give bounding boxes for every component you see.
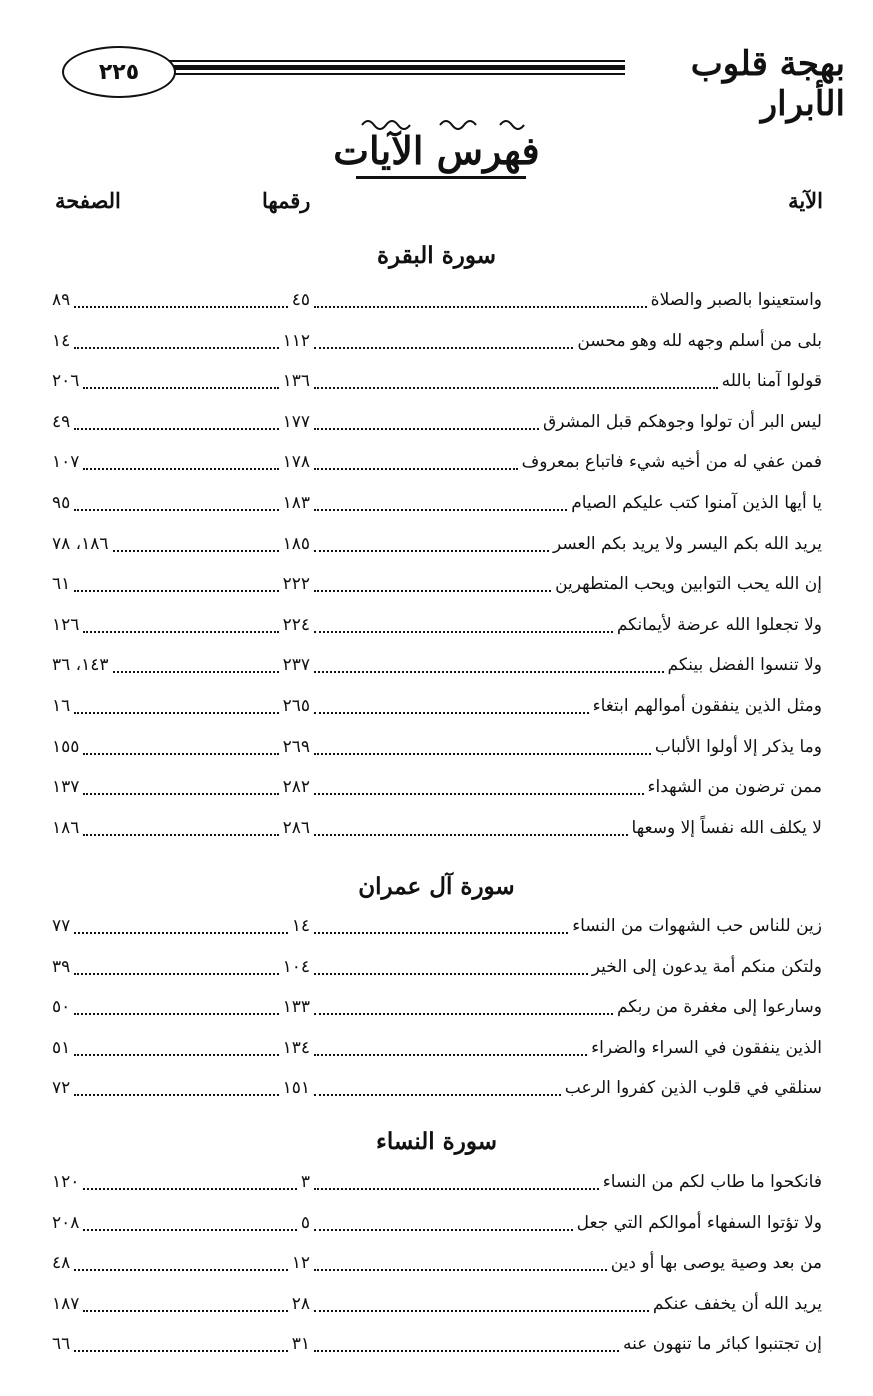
verse-number: ١٤ <box>291 916 310 936</box>
leader-dots <box>83 834 278 836</box>
verse-number: ١٧٨ <box>282 452 310 473</box>
verse-number: ٤٥ <box>291 290 310 310</box>
page-reference: ١٤٣، ٣٦ <box>52 655 109 676</box>
index-row <box>52 452 822 482</box>
verse-text: ولا تنسوا الفضل بينكم <box>667 655 822 676</box>
leader-dots <box>74 712 278 714</box>
page-reference: ٦٦ <box>52 1334 71 1355</box>
verse-number: ١٣٣ <box>282 997 310 1018</box>
verse-text: قولوا آمنا بالله <box>721 371 822 392</box>
leader-dots <box>314 671 664 673</box>
leader-dots <box>83 1229 296 1231</box>
leader-dots <box>314 1013 613 1015</box>
verse-number: ٢٦٥ <box>282 696 310 716</box>
verse-number: ١٥١ <box>282 1078 310 1099</box>
leader-dots <box>74 1094 278 1096</box>
surah-heading: سورة النساء <box>376 1128 497 1155</box>
leader-dots <box>314 590 551 592</box>
verse-text: ولا تؤتوا السفهاء أموالكم التي جعل <box>576 1212 822 1233</box>
leader-dots <box>314 834 628 836</box>
verse-text: ممن ترضون من الشهداء <box>647 777 822 798</box>
leader-dots <box>314 387 718 389</box>
index-row <box>52 1213 822 1243</box>
verse-text: بلى من أسلم وجهه لله وهو محسن <box>577 330 822 351</box>
index-row <box>52 957 822 987</box>
verse-text: يريد الله أن يخفف عنكم <box>652 1293 822 1314</box>
header-rule <box>160 60 625 80</box>
verse-text: وسارعوا إلى مغفرة من ربكم <box>616 997 822 1018</box>
index-row <box>52 493 822 523</box>
leader-dots <box>83 1188 296 1190</box>
verse-number: ٣ <box>300 1172 310 1192</box>
verse-number: ٢٣٧ <box>282 655 310 676</box>
page-reference: ٤٨ <box>52 1253 71 1274</box>
column-header-number: رقمها <box>262 188 311 213</box>
index-row <box>52 1172 822 1202</box>
verse-text: واستعينوا بالصبر والصلاة <box>650 290 822 310</box>
page-reference: ١٤ <box>52 330 71 351</box>
verse-number: ٢٨٢ <box>282 777 310 798</box>
verse-number: ١٣٦ <box>282 371 310 392</box>
leader-dots <box>314 428 539 430</box>
index-row <box>52 290 822 320</box>
leader-dots <box>314 631 613 633</box>
leader-dots <box>74 932 287 934</box>
verse-number: ١٠٤ <box>282 956 310 977</box>
index-row <box>52 655 822 685</box>
leader-dots <box>74 347 278 349</box>
verse-text: يا أيها الذين آمنوا كتب عليكم الصيام <box>571 493 822 513</box>
index-row <box>52 737 822 767</box>
index-row <box>52 534 822 564</box>
leader-dots <box>74 1350 287 1352</box>
verse-text: ومثل الذين ينفقون أموالهم ابتغاء <box>592 696 822 716</box>
leader-dots <box>83 631 278 633</box>
leader-dots <box>314 1269 607 1271</box>
page-reference: ١٢٠ <box>52 1172 80 1192</box>
leader-dots <box>314 468 518 470</box>
page-reference: ٥٠ <box>52 997 71 1018</box>
leader-dots <box>314 1094 561 1096</box>
verse-text: إن الله يحب التوابين ويحب المتطهرين <box>555 574 822 595</box>
page-number-oval <box>62 46 176 98</box>
leader-dots <box>74 306 287 308</box>
verse-number: ٣١ <box>291 1334 310 1355</box>
leader-dots <box>314 1188 599 1190</box>
column-header-page: الصفحة <box>55 188 121 213</box>
leader-dots <box>314 793 644 795</box>
verse-text: إن تجتنبوا كبائر ما تنهون عنه <box>623 1334 822 1355</box>
page-reference: ١٦ <box>52 696 71 716</box>
verse-text: ولتكن منكم أمة يدعون إلى الخير <box>591 956 822 977</box>
running-title: بهجة قلوب الأبرار <box>690 44 845 124</box>
page-reference: ١٨٦ <box>52 817 80 838</box>
verse-text: فانكحوا ما طاب لكم من النساء <box>602 1172 822 1192</box>
index-row <box>52 1038 822 1068</box>
verse-number: ١٨٥ <box>282 533 310 554</box>
index-row <box>52 331 822 361</box>
index-row <box>52 371 822 401</box>
surah-heading: سورة البقرة <box>376 242 497 269</box>
page-reference: ١٠٧ <box>52 452 80 473</box>
leader-dots <box>314 1350 619 1352</box>
leader-dots <box>314 712 589 714</box>
leader-dots <box>314 347 573 349</box>
leader-dots <box>83 1310 287 1312</box>
index-row <box>52 574 822 604</box>
leader-dots <box>113 550 279 552</box>
page-reference: ٢٠٦ <box>52 371 80 392</box>
verse-number: ١٧٧ <box>282 411 310 432</box>
leader-dots <box>314 753 651 755</box>
leader-dots <box>74 973 278 975</box>
index-row <box>52 615 822 645</box>
page-reference: ١٣٧ <box>52 777 80 798</box>
leader-dots <box>314 1229 573 1231</box>
index-row <box>52 1294 822 1324</box>
leader-dots <box>83 468 278 470</box>
title-underline <box>356 176 526 179</box>
leader-dots <box>74 509 278 511</box>
page-reference: ١٢٦ <box>52 614 80 635</box>
page-reference: ٥١ <box>52 1037 71 1058</box>
page-reference: ١٨٦، ٧٨ <box>52 533 109 554</box>
leader-dots <box>314 932 568 934</box>
leader-dots <box>74 1054 278 1056</box>
page-reference: ١٨٧ <box>52 1293 80 1314</box>
surah-heading: سورة آل عمران <box>358 873 515 900</box>
verse-number: ١٨٣ <box>282 493 310 513</box>
leader-dots <box>314 973 588 975</box>
running-header <box>40 42 845 124</box>
index-row <box>52 916 822 946</box>
verse-number: ١٣٤ <box>282 1037 310 1058</box>
leader-dots <box>83 793 278 795</box>
leader-dots <box>83 753 278 755</box>
index-row <box>52 1078 822 1108</box>
leader-dots <box>113 671 279 673</box>
page-reference: ٤٩ <box>52 411 71 432</box>
leader-dots <box>74 1269 287 1271</box>
leader-dots <box>314 1054 587 1056</box>
index-row <box>52 696 822 726</box>
leader-dots <box>74 1013 278 1015</box>
leader-dots <box>83 387 278 389</box>
verse-text: فمن عفي له من أخيه شيء فاتباع بمعروف <box>521 452 822 473</box>
page-reference: ٨٩ <box>52 290 71 310</box>
page-number: ٢٢٥ <box>98 59 140 85</box>
verse-number: ٢٢٤ <box>282 614 310 635</box>
verse-number: ٢٨ <box>291 1293 310 1314</box>
index-row <box>52 1334 822 1364</box>
verse-text: زين للناس حب الشهوات من النساء <box>572 916 822 936</box>
page-reference: ٢٠٨ <box>52 1212 80 1233</box>
leader-dots <box>74 590 278 592</box>
leader-dots <box>314 550 549 552</box>
index-row <box>52 412 822 442</box>
index-row <box>52 1253 822 1283</box>
page-reference: ٧٧ <box>52 916 71 936</box>
page-reference: ١٥٥ <box>52 736 80 757</box>
verse-number: ٢٢٢ <box>282 574 310 595</box>
verse-text: ولا تجعلوا الله عرضة لأيمانكم <box>616 614 822 635</box>
index-row <box>52 818 822 848</box>
index-row <box>52 997 822 1027</box>
verse-text: من بعد وصية يوصى بها أو دين <box>610 1253 822 1274</box>
verse-number: ١١٢ <box>282 330 310 351</box>
verse-number: ٥ <box>300 1212 310 1233</box>
verse-text: لا يكلف الله نفساً إلا وسعها <box>631 817 822 838</box>
verse-text: الذين ينفقون في السراء والضراء <box>591 1037 822 1058</box>
leader-dots <box>314 306 647 308</box>
leader-dots <box>74 428 278 430</box>
page-reference: ٩٥ <box>52 493 71 513</box>
verse-number: ١٢ <box>291 1253 310 1274</box>
verse-text: ليس البر أن تولوا وجوهكم قبل المشرق <box>543 411 822 432</box>
leader-dots <box>314 1310 649 1312</box>
verse-text: سنلقي في قلوب الذين كفروا الرعب <box>564 1078 822 1099</box>
index-title: فهرس الآيات <box>333 128 540 173</box>
verse-number: ٢٨٦ <box>282 817 310 838</box>
page-reference: ٧٢ <box>52 1078 71 1099</box>
verse-text: يريد الله بكم اليسر ولا يريد بكم العسر <box>552 533 822 554</box>
leader-dots <box>314 509 567 511</box>
page-reference: ٦١ <box>52 574 71 595</box>
index-row <box>52 777 822 807</box>
verse-text: وما يذكر إلا أولوا الألباب <box>654 736 822 757</box>
column-header-verse: الآية <box>788 188 823 213</box>
verse-number: ٢٦٩ <box>282 736 310 757</box>
page-reference: ٣٩ <box>52 956 71 977</box>
